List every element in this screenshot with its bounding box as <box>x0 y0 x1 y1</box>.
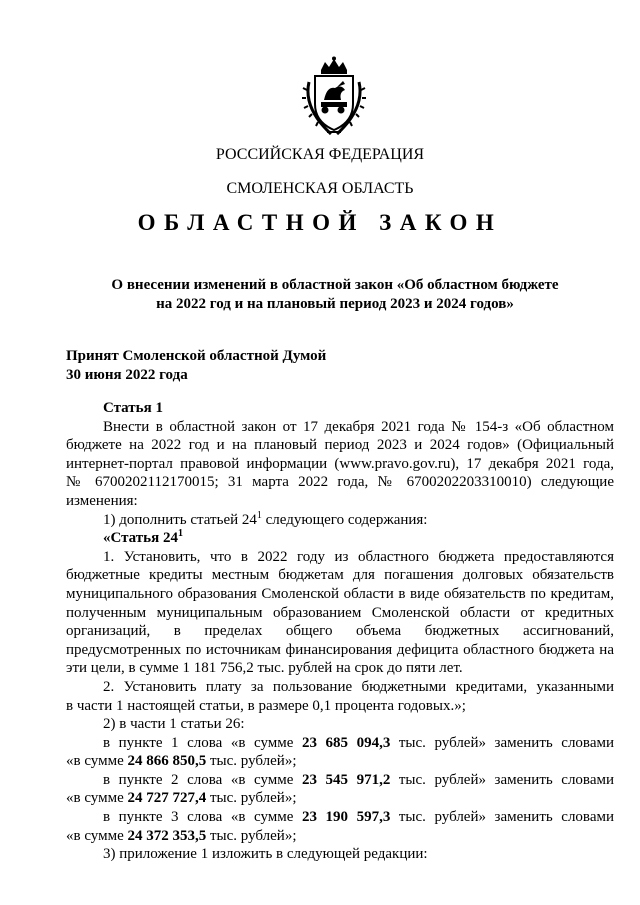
adoption-date: 30 июня 2022 года <box>66 367 188 383</box>
article-heading: Статья 1 <box>103 400 163 416</box>
paragraph-line: № 6700202112170015; 31 марта 2022 года, № 6700202203310010) следующие <box>66 474 614 491</box>
adoption-info <box>66 347 326 385</box>
item-2: 2) в части 1 статьи 26: <box>103 716 245 733</box>
paragraph-line: муниципального образования Смоленской области в виде обязательств по кредитам, <box>66 585 614 602</box>
item-3: 3) приложение 1 изложить в следующей редакции: <box>103 846 428 863</box>
paragraph-line: эти цели, в сумме 1 181 756,2 тыс. рублей на срок до пяти лет. <box>66 660 463 677</box>
law-title <box>98 276 572 314</box>
change-1-line-2: «в сумме 24 866 850,5 тыс. рублей»; <box>66 753 297 770</box>
federation-heading: РОССИЙСКАЯ ФЕДЕРАЦИЯ <box>215 146 425 163</box>
paragraph-line: бюджетные кредиты местным бюджетам для погашения долговых обязательств <box>66 567 614 584</box>
paragraph-line: полученным муниципальным образованием Смоленской области от кредитных <box>66 604 614 621</box>
change-2-line-1: в пункте 2 слова «в сумме 23 545 971,2 тыс. рублей» заменить словами <box>103 771 614 788</box>
paragraph-line: изменения: <box>66 492 138 509</box>
change-2-line-2: «в сумме 24 727 727,4 тыс. рублей»; <box>66 790 297 807</box>
paragraph-line: 2. Установить плату за пользование бюджетными кредитами, указанными <box>103 678 614 695</box>
paragraph-line: организаций, в пределах общего объема бюджетных ассигнований, <box>66 623 614 640</box>
paragraph-line: в части 1 настоящей статьи, в размере 0,1 процента годовых.»; <box>66 697 466 714</box>
paragraph-line: предусмотренных по источникам финансирования дефицита областного бюджета на <box>66 641 614 658</box>
item-1: 1) дополнить статьей $24^1$ следующего содержания: <box>103 509 428 528</box>
paragraph-line: бюджете на 2022 год и на плановый период 2023 и 2024 годов» (Официальный <box>66 437 614 454</box>
change-3-line-2: «в сумме 24 372 353,5 тыс. рублей»; <box>66 827 297 844</box>
region-heading: СМОЛЕНСКАЯ ОБЛАСТЬ <box>226 180 414 197</box>
law-type-heading: ОБЛАСТНОЙ ЗАКОН <box>137 210 503 235</box>
paragraph-line: Внести в областной закон от 17 декабря 2021 года № 154-з «Об областном <box>103 418 614 435</box>
change-1-line-1: в пункте 1 слова «в сумме 23 685 094,3 тыс. рублей» заменить словами <box>103 734 614 751</box>
law-title-line-1: О внесении изменений в областной закон «Об областном бюджете <box>111 277 559 293</box>
law-title-line-2: на 2022 год и на плановый период 2023 и 2024 годов» <box>156 296 514 312</box>
article-body <box>66 399 614 864</box>
change-3-line-1: в пункте 3 слова «в сумме 23 190 597,3 тыс. рублей» заменить словами <box>103 809 614 826</box>
adopted-by: Принят Смоленской областной Думой <box>66 348 327 364</box>
new-article-heading: «Статья $24^1$ <box>103 528 183 547</box>
paragraph-line: 1. Установить, что в 2022 году из областного бюджета предоставляются <box>103 548 614 565</box>
paragraph-line: интернет-портал правовой информации (www.pravo.gov.ru), 17 декабря 2021 года, <box>66 455 614 472</box>
smolensk-coat-of-arms-emblem <box>301 56 367 136</box>
